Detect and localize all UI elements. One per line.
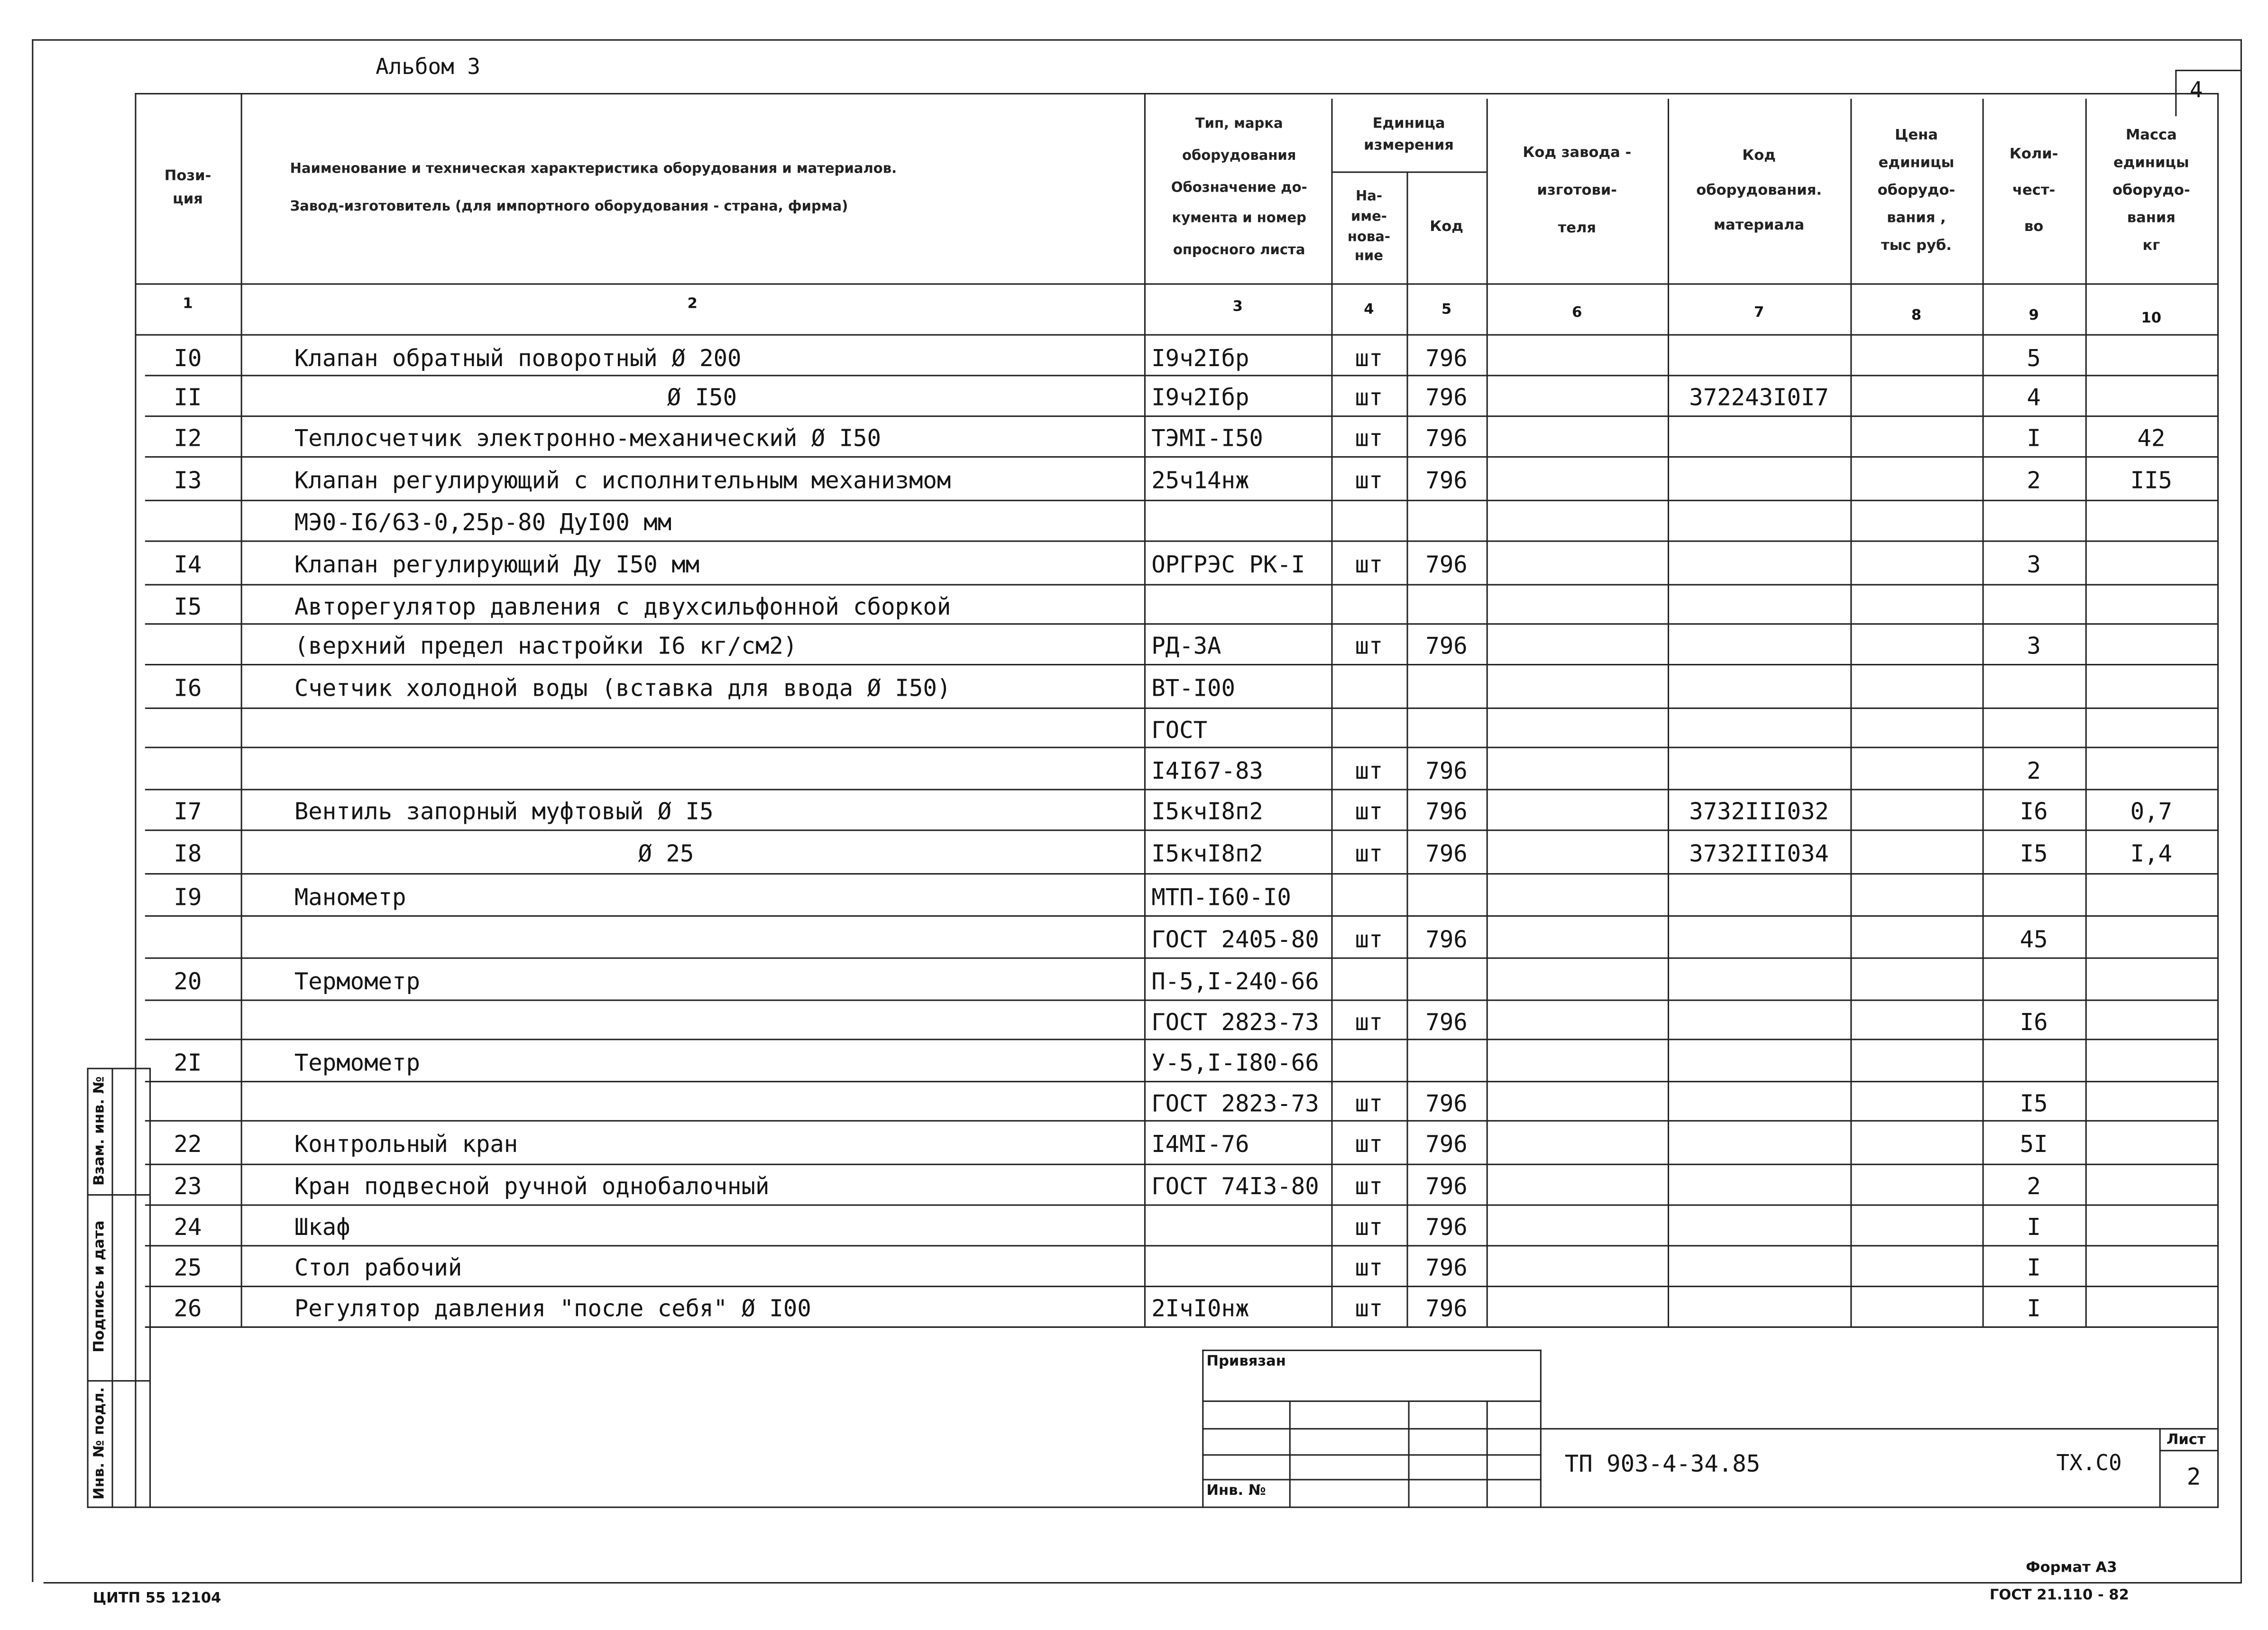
row-unit: шт (1355, 424, 1383, 452)
row-name: Термометр (294, 1049, 420, 1077)
row-unit-code: 796 (1425, 383, 1468, 411)
row-name: Термометр (294, 967, 420, 995)
row-type: I4I67-83 (1151, 756, 1263, 785)
row-quantity: 4 (2027, 383, 2041, 411)
colnum-7: 7 (1754, 305, 1764, 321)
row-position: 24 (174, 1213, 202, 1241)
row-name: Клапан обратный поворотный Ø 200 (294, 344, 742, 372)
row-unit: шт (1355, 839, 1383, 867)
header-factory-code: Код завода - изготови- теля (1523, 144, 1632, 236)
format-label: Формат А3 (2026, 1560, 2117, 1576)
row-quantity: 2 (2027, 1172, 2041, 1200)
header-quantity: Коли- чест- во (2009, 147, 2058, 236)
list-number: 2 (2186, 1463, 2201, 1491)
bind-col2 (1408, 1400, 1410, 1508)
header-name: Наименование и техническая характеристика оборудования и материалов. Завод-изготовитель (для импортного оборудования - страна, фирма) (290, 160, 897, 215)
colnum-5: 5 (1441, 302, 1452, 318)
row-type: I9ч2Iбр (1151, 383, 1249, 411)
row-unit: шт (1355, 344, 1383, 372)
colnum-2: 2 (687, 296, 698, 313)
list-box-left (2159, 1428, 2161, 1506)
row-position: I7 (174, 797, 202, 825)
row-position: I6 (174, 674, 202, 702)
row-separator (145, 829, 2217, 831)
row-separator (145, 958, 2217, 959)
bind-row4 (1202, 1479, 1542, 1480)
row-type: РД-3А (1151, 632, 1221, 660)
row-unit: шт (1355, 1253, 1383, 1281)
row-separator (145, 915, 2217, 917)
row-quantity: I6 (2020, 797, 2048, 825)
frame-top (32, 39, 2242, 41)
row-type: I5кчI8п2 (1151, 839, 1263, 867)
row-type: ГОСТ 2823-73 (1151, 1008, 1319, 1036)
row-unit-code: 796 (1425, 632, 1468, 660)
row-quantity: 45 (2020, 925, 2048, 953)
row-unit-code: 796 (1425, 756, 1468, 785)
row-unit-code: 796 (1425, 1008, 1468, 1036)
row-position: 25 (174, 1253, 202, 1281)
row-separator (145, 541, 2217, 542)
row-position: 20 (174, 967, 202, 995)
row-unit: шт (1355, 466, 1383, 494)
bind-label: Привязан (1206, 1354, 1286, 1370)
row-unit-code: 796 (1425, 1253, 1468, 1281)
inv-label: Инв. № (1206, 1483, 1266, 1500)
colnum-bottom (135, 334, 2219, 336)
row-separator (145, 1326, 2217, 1328)
row-unit: шт (1355, 1172, 1383, 1200)
row-separator (145, 1120, 2217, 1122)
row-unit: шт (1355, 1294, 1383, 1322)
row-mass: 0,7 (2130, 797, 2173, 825)
header-price: Цена единицы оборудо- вания , тыс руб. (1877, 128, 1956, 255)
side-stamp-left (87, 1068, 88, 1508)
row-position: I0 (174, 344, 202, 372)
row-separator (145, 500, 2217, 501)
row-type: ВТ-I00 (1151, 674, 1235, 702)
row-mass: II5 (2130, 466, 2173, 494)
row-separator (145, 584, 2217, 585)
sheet-box-top (2175, 70, 2240, 71)
row-separator (145, 789, 2217, 790)
row-type: МТП-I60-I0 (1151, 883, 1291, 911)
row-unit-code: 796 (1425, 1172, 1468, 1200)
row-separator (145, 1286, 2217, 1287)
row-type: I5кчI8п2 (1151, 797, 1263, 825)
row-name: (верхний предел настройки I6 кг/см2) (294, 632, 798, 660)
row-unit: шт (1355, 925, 1383, 953)
row-separator (145, 1164, 2217, 1165)
frame-right (2240, 39, 2242, 1582)
row-unit-code: 796 (1425, 1130, 1468, 1158)
row-mass: 42 (2137, 424, 2166, 452)
row-mass: I,4 (2130, 839, 2173, 867)
row-position: 2I (174, 1049, 202, 1077)
bind-row2 (1202, 1428, 1542, 1429)
row-separator (145, 456, 2217, 458)
row-type: П-5,I-240-66 (1151, 967, 1319, 995)
main-bottom (87, 1507, 2219, 1508)
list-box-split (2159, 1450, 2217, 1451)
row-separator (145, 1000, 2217, 1001)
row-type: ГОСТ 2405-80 (1151, 925, 1319, 953)
row-position: I8 (174, 839, 202, 867)
row-name: Кран подвесной ручной однобалочный (294, 1172, 770, 1200)
row-quantity: 5 (2027, 344, 2041, 372)
row-unit-code: 796 (1425, 550, 1468, 579)
col-line-1 (241, 93, 242, 1326)
row-unit: шт (1355, 756, 1383, 785)
row-type: 25ч14нж (1151, 466, 1249, 494)
row-unit: шт (1355, 797, 1383, 825)
row-position: II (174, 383, 202, 411)
main-right (2217, 93, 2219, 1508)
colnum-8: 8 (1911, 308, 1922, 324)
row-name: Счетчик холодной воды (вставка для ввода Ø I50) (294, 674, 951, 702)
row-unit: шт (1355, 550, 1383, 579)
row-position: 26 (174, 1294, 202, 1322)
row-type: ГОСТ (1151, 716, 1208, 744)
colnum-3: 3 (1232, 299, 1243, 315)
colnum-9: 9 (2029, 308, 2039, 324)
header-type: Тип, марка оборудования Обозначение до- кумента и номер опросного листа (1171, 116, 1307, 259)
row-name: Вентиль запорный муфтовый Ø I5 (294, 797, 714, 825)
row-type: ОРГРЭС РК-I (1151, 550, 1305, 579)
doc-code: ТП 903-4-34.85 (1564, 1450, 1761, 1478)
row-name: Теплосчетчик электронно-механический Ø I50 (294, 424, 881, 452)
row-separator (145, 415, 2217, 417)
row-name: Стол рабочий (294, 1253, 462, 1281)
row-unit-code: 796 (1425, 839, 1468, 867)
row-quantity: I6 (2020, 1008, 2048, 1036)
row-unit: шт (1355, 1130, 1383, 1158)
row-name: Клапан регулирующий Ду I50 мм (294, 550, 700, 579)
row-quantity: I (2027, 1253, 2041, 1281)
col-line-2 (1144, 93, 1146, 1326)
row-separator (145, 747, 2217, 748)
row-separator (145, 375, 2217, 376)
side-label-inv: Инв. № подл. (92, 1387, 108, 1500)
side-label-vzam: Взам. инв. № (92, 1076, 108, 1186)
header-mass: Масса единицы оборудо- вания кг (2112, 128, 2190, 255)
row-position: I5 (174, 592, 202, 621)
header-position: Пози- ция (164, 168, 211, 207)
row-unit: шт (1355, 632, 1383, 660)
gost-label: ГОСТ 21.110 - 82 (1989, 1588, 2129, 1604)
row-unit-code: 796 (1425, 466, 1468, 494)
row-unit-code: 796 (1425, 344, 1468, 372)
row-separator (145, 1081, 2217, 1082)
row-quantity: 3 (2027, 632, 2041, 660)
colnum-10: 10 (2141, 311, 2162, 327)
row-separator (145, 708, 2217, 709)
album-label: Альбом 3 (376, 54, 481, 80)
row-type: ГОСТ 74I3-80 (1151, 1172, 1319, 1200)
row-type: I4МI-76 (1151, 1130, 1249, 1158)
row-unit-code: 796 (1425, 424, 1468, 452)
row-position: I4 (174, 550, 202, 579)
row-name: Ø 25 (638, 839, 694, 867)
row-name: Шкаф (294, 1213, 350, 1241)
row-equip-code: 372243I0I7 (1689, 383, 1829, 411)
doc-mark: ТХ.С0 (2056, 1450, 2122, 1476)
row-type: I9ч2Iбр (1151, 344, 1249, 372)
row-position: I2 (174, 424, 202, 452)
row-unit-code: 796 (1425, 1089, 1468, 1117)
row-type: ТЭМI-I50 (1151, 424, 1263, 452)
row-quantity: I (2027, 424, 2041, 452)
bind-row1 (1202, 1400, 1542, 1402)
colnum-4: 4 (1364, 302, 1374, 318)
colnum-6: 6 (1572, 305, 1582, 321)
row-position: I3 (174, 466, 202, 494)
row-quantity: I5 (2020, 1089, 2048, 1117)
desig-top (1542, 1428, 2217, 1429)
row-type: ГОСТ 2823-73 (1151, 1089, 1319, 1117)
header-unit: Единица измерения (1364, 115, 1454, 154)
row-name: МЭ0-I6/63-0,25р-80 ДуI00 мм (294, 508, 672, 536)
header-bottom (135, 283, 2219, 285)
row-quantity: I (2027, 1213, 2041, 1241)
list-label: Лист (2166, 1432, 2206, 1449)
row-name: Клапан регулирующий с исполнительным механизмом (294, 466, 951, 494)
row-unit: шт (1355, 1089, 1383, 1117)
row-unit-code: 796 (1425, 1294, 1468, 1322)
citp-label: ЦИТП 55 12104 (92, 1591, 221, 1607)
row-unit: шт (1355, 1213, 1383, 1241)
colnum-1: 1 (183, 296, 193, 313)
row-unit-code: 796 (1425, 797, 1468, 825)
row-position: I9 (174, 883, 202, 911)
row-separator (145, 873, 2217, 875)
row-quantity: 2 (2027, 756, 2041, 785)
frame-left (32, 39, 33, 1582)
row-equip-code: 3732III034 (1689, 839, 1829, 867)
bind-col1 (1289, 1400, 1291, 1508)
row-equip-code: 3732III032 (1689, 797, 1829, 825)
frame-bottom (44, 1582, 2242, 1584)
row-separator (145, 1245, 2217, 1246)
row-separator (145, 623, 2217, 625)
row-quantity: 3 (2027, 550, 2041, 579)
row-unit-code: 796 (1425, 1213, 1468, 1241)
row-quantity: 2 (2027, 466, 2041, 494)
row-unit: шт (1355, 1008, 1383, 1036)
side-stamp-right (149, 1068, 151, 1508)
header-unit-code: Код (1430, 219, 1463, 235)
side-label-podp: Подпись и дата (92, 1220, 108, 1353)
header-unit-name: На- име- нова- ние (1347, 189, 1391, 265)
row-position: 23 (174, 1172, 202, 1200)
bind-top (1202, 1350, 1542, 1351)
bind-col3 (1487, 1400, 1488, 1508)
row-quantity: 5I (2020, 1130, 2048, 1158)
row-separator (145, 1204, 2217, 1206)
row-quantity: I5 (2020, 839, 2048, 867)
bind-row3 (1202, 1454, 1542, 1455)
row-name: Манометр (294, 883, 406, 911)
row-position: 22 (174, 1130, 202, 1158)
row-type: У-5,I-I80-66 (1151, 1049, 1319, 1077)
sheet-number-top: 4 (2189, 77, 2203, 103)
header-equip-code: Код оборудования. материала (1696, 147, 1822, 233)
row-name: Регулятор давления "после себя" Ø I00 (294, 1294, 811, 1322)
row-quantity: I (2027, 1294, 2041, 1322)
row-unit-code: 796 (1425, 925, 1468, 953)
row-separator (145, 1039, 2217, 1040)
row-type: 2IчI0нж (1151, 1294, 1249, 1322)
row-name: Авторегулятор давления с двухсильфонной сборкой (294, 592, 951, 621)
side-stamp-mid (111, 1068, 113, 1508)
row-name: Контрольный кран (294, 1130, 518, 1158)
row-unit: шт (1355, 383, 1383, 411)
row-separator (145, 664, 2217, 665)
row-name: Ø I50 (667, 383, 737, 411)
